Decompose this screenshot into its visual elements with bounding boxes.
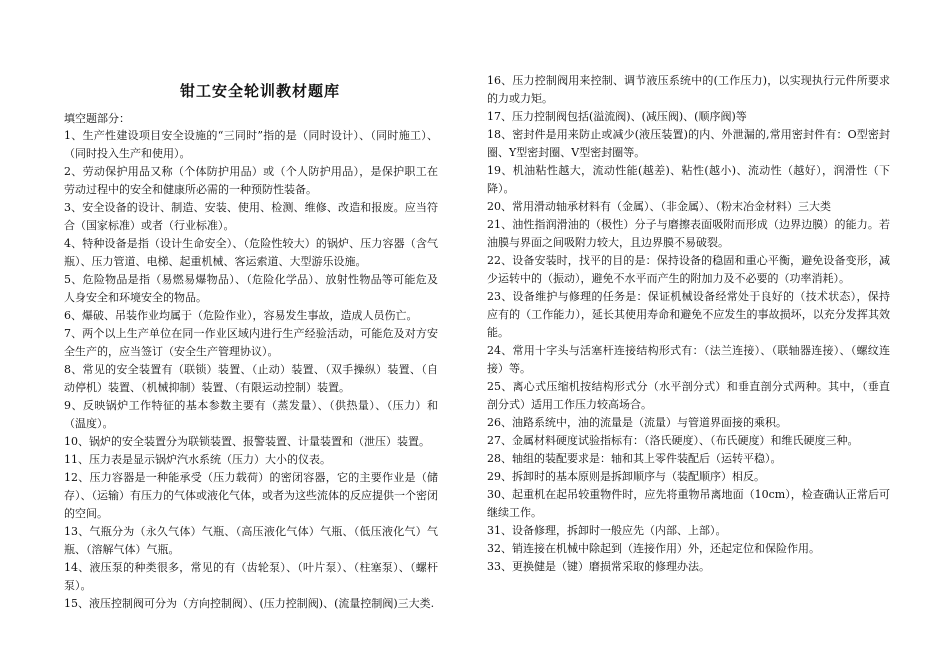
question-item: 20、常用滑动轴承材料有（金属）、（非金属）、（粉末冶金材料）三大类 xyxy=(487,200,831,213)
question-item: 14、液压泵的种类很多，常见的有（齿轮泵）、（叶片泵）、（柱塞泵）、（螺杆泵）。 xyxy=(64,561,438,592)
section-heading: 填空题部分： xyxy=(64,112,130,125)
question-item: 16、压力控制阀用来控制、调节液压系统中的(工作压力)，以实现执行元件所要求的力或力矩。 xyxy=(487,74,890,105)
question-item: 25、离心式压缩机按结构形式分（水平剖分式）和垂直剖分式两种。其中，（垂直剖分式）适用工作压力较高场合。 xyxy=(487,380,890,411)
question-item: 8、常见的安全装置有（联锁）装置、（止动）装置、（双手操纵）装置、（自动停机）装置、（机械抑制）装置、（有限运动控制）装置。 xyxy=(64,363,438,394)
question-item: 31、设备修理，拆卸时一般应先（内部、上部）。 xyxy=(487,524,727,537)
page-title: 钳工安全轮训教材题库 xyxy=(180,82,341,100)
question-item: 9、反映锅炉工作特征的基本参数主要有（蒸发量）、（供热量）、（压力）和（温度）。 xyxy=(64,399,438,430)
question-item: 19、机油粘性越大，流动性能(越差)、粘性(越小)、流动性（越好），润滑性（下降）。 xyxy=(487,164,890,195)
question-item: 22、设备安装时，找平的目的是：保持设备的稳固和重心平衡，避免设备变形，减少运转中的（振动），避免不水平而产生的附加力及不必要的（功率消耗）。 xyxy=(487,254,890,285)
question-item: 10、锅炉的安全装置分为联锁装置、报警装置、计量装置和（泄压）装置。 xyxy=(64,435,430,448)
question-item: 2、劳动保护用品又称（个体防护用品）或（个人防护用品），是保护职工在劳动过程中的安全和健康所必需的一种预防性装备。 xyxy=(64,165,438,196)
question-item: 6、爆破、吊装作业均属于（危险作业），容易发生事故，造成人员伤亡。 xyxy=(64,309,418,322)
left-column xyxy=(64,127,438,613)
question-item: 28、轴组的装配要求是：轴和其上零件装配后（运转平稳）。 xyxy=(487,452,782,465)
right-column xyxy=(487,72,890,576)
question-item: 26、油路系统中，油的流量是（流量）与管道界面接的乘积。 xyxy=(487,416,787,429)
question-item: 13、气瓶分为（永久气体）气瓶、（高压液化气体）气瓶、（低压液化气）气瓶、（溶解气体）气瓶。 xyxy=(64,525,438,556)
question-item: 12、压力容器是一种能承受（压力载荷）的密闭容器，它的主要作业是（储存）、（运输）有压力的气体或液化气体，或者为这些流体的反应提供一个密闭的空间。 xyxy=(64,471,438,520)
question-item: 33、更换健是（键）磨损常采取的修理办法。 xyxy=(487,560,710,573)
question-item: 21、油性指润滑油的（极性）分子与磨擦表面吸附而形成（边界边膜）的能力。若油膜与界面之间吸附力较大，且边界膜不易破裂。 xyxy=(487,218,890,249)
question-item: 29、拆卸时的基本原则是拆卸顺序与（装配顺序）相反。 xyxy=(487,470,765,483)
question-item: 32、销连接在机械中除起到（连接作用）外，还起定位和保险作用。 xyxy=(487,542,820,555)
question-item: 1、生产性建设项目安全设施的“三同时”指的是（同时设计）、（同时施工）、（同时投入生产和使用）。 xyxy=(64,129,438,160)
question-item: 23、设备维护与修理的任务是：保证机械设备经常处于良好的（技术状态），保持应有的（工作能力），延长其使用寿命和避免不应发生的事故损坏，以充分发挥其效能。 xyxy=(487,290,890,339)
question-item: 3、安全设备的设计、制造、安装、使用、检测、维修、改造和报废。应当符合（国家标准）或者（行业标准）。 xyxy=(64,201,438,232)
question-item: 18、密封件是用来防止或减少(液压装置)的内、外泄漏的,常用密封件有：O型密封圈、Y型密封圈、V型密封圈等。 xyxy=(487,128,890,159)
question-item: 11、压力表是显示锅炉汽水系统（压力）大小的仪表。 xyxy=(64,453,331,466)
question-item: 5、危险物品是指（易燃易爆物品）、（危险化学品）、放射性物品等可能危及人身安全和环境安全的物品。 xyxy=(64,273,438,304)
question-item: 24、常用十字头与活塞杆连接结构形式有：（法兰连接）、（联轴器连接）、（螺纹连接）等。 xyxy=(487,344,890,375)
question-item: 15、液压控制阀可分为（方向控制阀）、(压力控制阀)、(流量控制阀)三大类. xyxy=(64,597,435,610)
question-item: 7、两个以上生产单位在同一作业区域内进行生产经验活动，可能危及对方安全生产的，应当签订（安全生产管理协议）。 xyxy=(64,327,438,358)
question-item: 17、压力控制阀包括(溢流阀)、(减压阀)、(顺序阀)等 xyxy=(487,110,747,123)
question-item: 27、金属材料硬度试验指标有：（洛氏硬度）、（布氏硬度）和维氏硬度三种。 xyxy=(487,434,859,447)
question-item: 30、起重机在起吊较重物件时，应先将重物吊离地面（10cm），检查确认正常后可继续工作。 xyxy=(487,488,890,519)
question-item: 4、特种设备是指（设计生命安全）、（危险性较大）的锅炉、压力容器（含气瓶）、压力管道、电梯、起重机械、客运索道、大型游乐设施。 xyxy=(64,237,438,268)
